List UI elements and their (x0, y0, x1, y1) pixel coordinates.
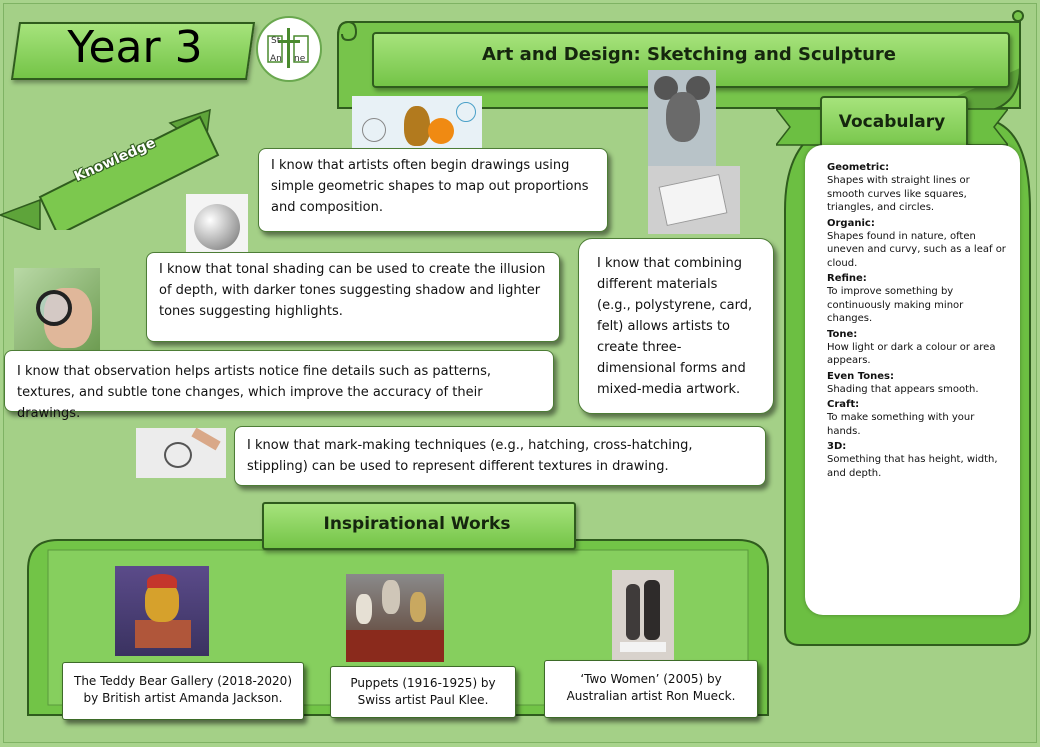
knowledge-card-5: I know that mark-making techniques (e.g., hatching, cross-hatching, stippling) can be used to represent different textures in drawing. (234, 426, 766, 486)
knowledge-label: Knowledge (71, 134, 159, 186)
logo-text-st: St (271, 36, 281, 46)
work-caption-3: ‘Two Women’ (2005) by Australian artist Ron Mueck. (544, 660, 758, 718)
vocab-term: Even Tones: (827, 370, 894, 382)
inspirational-title: Inspirational Works (323, 514, 511, 534)
apple-drawing-image (186, 194, 248, 260)
vocab-term: Tone: (827, 328, 858, 340)
vocab-definition: Shading that appears smooth. (827, 383, 979, 395)
vocab-term: Craft: (827, 399, 860, 410)
vocab-term: 3D: (827, 441, 847, 452)
teddy-bear-painting-image (115, 566, 209, 656)
logo-text-an: An (270, 54, 282, 64)
polystyrene-sculpture-image (648, 166, 740, 234)
two-women-sculpture-image (612, 570, 674, 662)
vocab-definition: Something that has height, width, and depth. (827, 454, 998, 479)
knowledge-card-3: I know that observation helps artists notice fine details such as patterns, textures, and subtle tone changes, which improve the accuracy of their drawings. (4, 350, 554, 412)
vocab-definition: Shapes found in nature, often uneven and curvy, such as a leaf or cloud. (827, 230, 1006, 269)
year-label: Year 3 (67, 22, 203, 73)
work-caption-2: Puppets (1916-1925) by Swiss artist Paul Klee. (330, 666, 516, 718)
vocabulary-list (805, 145, 1020, 480)
klee-puppets-image (346, 574, 444, 662)
cross-book-icon (258, 18, 320, 80)
sketching-hand-image (136, 428, 226, 478)
vocabulary-panel (805, 145, 1020, 615)
work-caption-1: The Teddy Bear Gallery (2018-2020) by British artist Amanda Jackson. (62, 662, 304, 720)
knowledge-card-2: I know that tonal shading can be used to create the illusion of depth, with darker tones suggesting shadow and lighter tones suggesting highlights. (146, 252, 560, 342)
page-title: Art and Design: Sketching and Sculpture (482, 44, 896, 65)
vocab-term: Organic: (827, 217, 875, 229)
vocab-definition: To make something with your hands. (827, 412, 975, 437)
mouse-puppet-image (648, 70, 716, 166)
school-logo (256, 16, 322, 82)
vocab-definition: Shapes with straight lines or smooth curves like squares, triangles, and circles. (827, 175, 970, 213)
vocab-term: Refine: (827, 273, 867, 284)
vocabulary-title: Vocabulary (838, 112, 946, 132)
vocab-term: Geometric: (827, 162, 890, 173)
fruit-sketch-image (352, 96, 482, 154)
knowledge-card-1: I know that artists often begin drawings using simple geometric shapes to map out proportions and composition. (258, 148, 608, 232)
logo-text-ne: ne (294, 54, 306, 64)
magnifying-glass-child-image (14, 268, 100, 356)
knowledge-card-4: I know that combining different materials (e.g., polystyrene, card, felt) allows artists to create three-dimensional forms and mixed-media artwork. (578, 238, 774, 414)
vocab-definition: How light or dark a colour or area appears. (827, 341, 996, 366)
vocab-definition: To improve something by continuously making minor changes. (827, 286, 964, 324)
